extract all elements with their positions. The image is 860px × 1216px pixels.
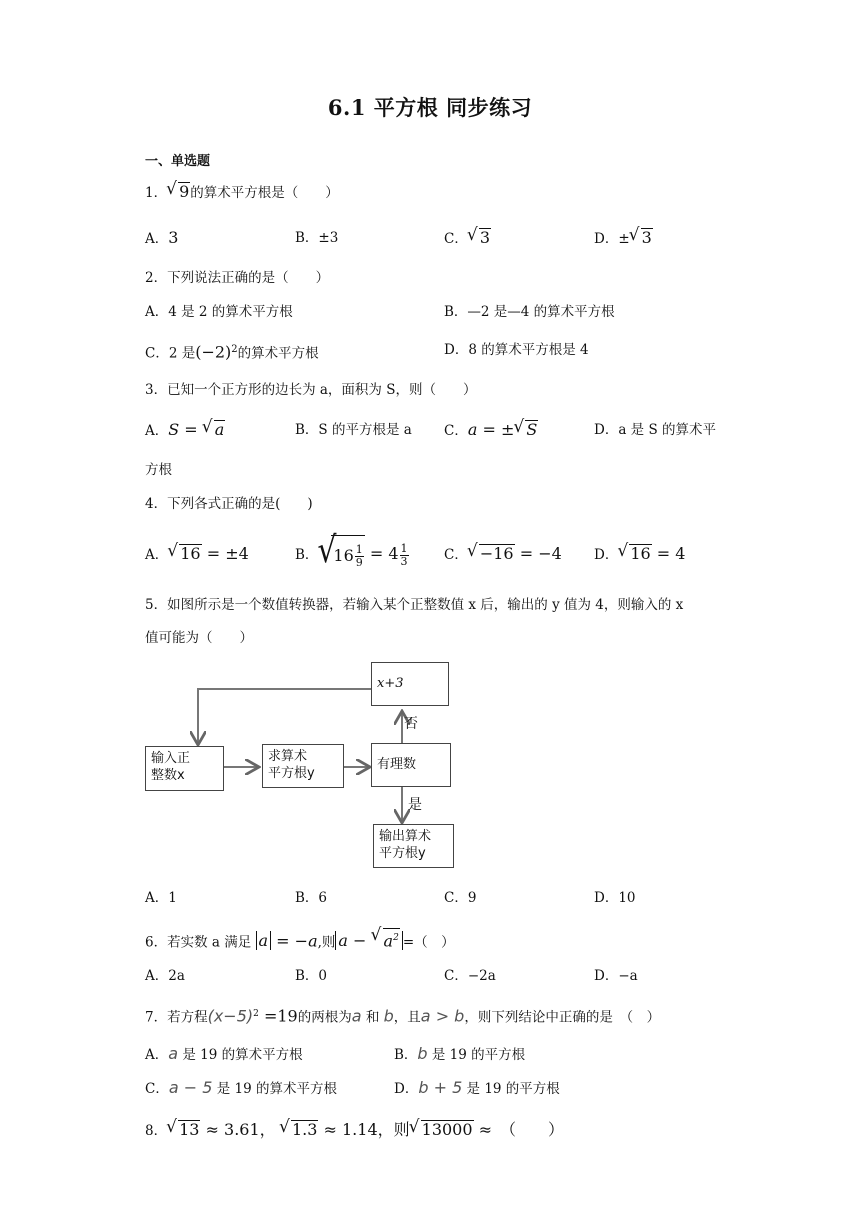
q7-option-a: A．a 是 19 的算术平方根 <box>145 1044 303 1063</box>
q4-option-c: C．√ −16 = −4 <box>444 544 562 565</box>
q2-option-c: C．2 是$(-2)^2$的算术平方根 <box>145 342 319 362</box>
q7-option-c: C．a − 5 是 19 的算术平方根 <box>145 1078 337 1097</box>
q1-option-c: C．√ 3 <box>444 228 491 249</box>
q6-option-c: C．−2a <box>444 968 496 984</box>
q3-option-b: B．S 的平方根是 a <box>295 422 412 438</box>
q3-option-c: C．a = ±√ S <box>444 420 538 441</box>
question-5-stem: 5．如图所示是一个数值转换器，若输入某个正整数值 x 后，输出的 y 值为 4，则输入的 x <box>145 597 684 613</box>
q3-option-d-wrap: 方根 <box>145 462 172 478</box>
q4-option-b: B．√ 16 $\frac{1}{9}$ = 4 $\frac{1}{3}$ <box>295 534 410 576</box>
box-output: 输出算术 平方根y <box>373 824 454 868</box>
box-input: 输入正 整数x <box>145 746 224 791</box>
q1-option-d: D．±√ 3 <box>594 228 653 249</box>
question-6-stem: 6．若实数 a 满足 a = −a,则 a − √ $a^2$ =（ ） <box>145 928 455 952</box>
q4-option-d: D．√ 16 = 4 <box>594 544 685 565</box>
q6-option-d: D．−a <box>594 968 638 984</box>
q3-option-d: D．a 是 S 的算术平 <box>594 422 716 438</box>
q5-option-a: A．1 <box>145 890 177 906</box>
page-title: 6.1 平方根 同步练习 <box>327 95 533 120</box>
question-3-stem: 3．已知一个正方形的边长为 a，面积为 S，则（ ） <box>145 382 477 398</box>
q1-option-b: B．±3 <box>295 230 339 246</box>
question-5-stem-cont: 值可能为（ ） <box>145 630 253 646</box>
q5-option-d: D．10 <box>594 890 636 906</box>
box-sqrt: 求算术 平方根y <box>262 744 344 788</box>
label-yes: 是 <box>408 797 422 813</box>
loop-arrow <box>198 689 371 743</box>
q7-option-b: B．b 是 19 的平方根 <box>394 1044 526 1063</box>
q5-option-c: C．9 <box>444 890 477 906</box>
box-rational: 有理数 <box>371 743 451 787</box>
q5-option-b: B．6 <box>295 890 328 906</box>
question-7-stem: 7．若方程$(x-5)^2 =19$的两根为a 和 b，且a > b，则下列结论中正确的是 （ ） <box>145 1006 661 1026</box>
q2-option-d: D．8 的算术平方根是 4 <box>444 342 589 358</box>
q6-option-b: B．0 <box>295 968 328 984</box>
q2-option-a: A．4 是 2 的算术平方根 <box>145 304 293 320</box>
q3-option-a: A．S = √ a <box>145 420 225 441</box>
section-heading: 一、单选题 <box>145 154 211 169</box>
q2-option-b: B．—2 是—4 的算术平方根 <box>444 304 615 320</box>
question-1-stem: 1．√ 9的算术平方根是（ ） <box>145 182 339 203</box>
q6-option-a: A．2a <box>145 968 185 984</box>
question-2-stem: 2．下列说法正确的是（ ） <box>145 270 330 286</box>
q1-option-a: A．3 <box>145 228 179 247</box>
label-no: 否 <box>404 716 418 732</box>
q7-option-d: D．b + 5 是 19 的平方根 <box>394 1078 560 1097</box>
question-8-stem: 8．√ 13 ≈ 3.61， √ 1.3 ≈ 1.14，则√ 13000 ≈ （ ） <box>145 1120 564 1141</box>
box-plus-three: x+3 <box>371 662 449 706</box>
q4-option-a: A．√ 16 = ±4 <box>145 544 249 565</box>
question-4-stem: 4．下列各式正确的是( ) <box>145 496 313 512</box>
